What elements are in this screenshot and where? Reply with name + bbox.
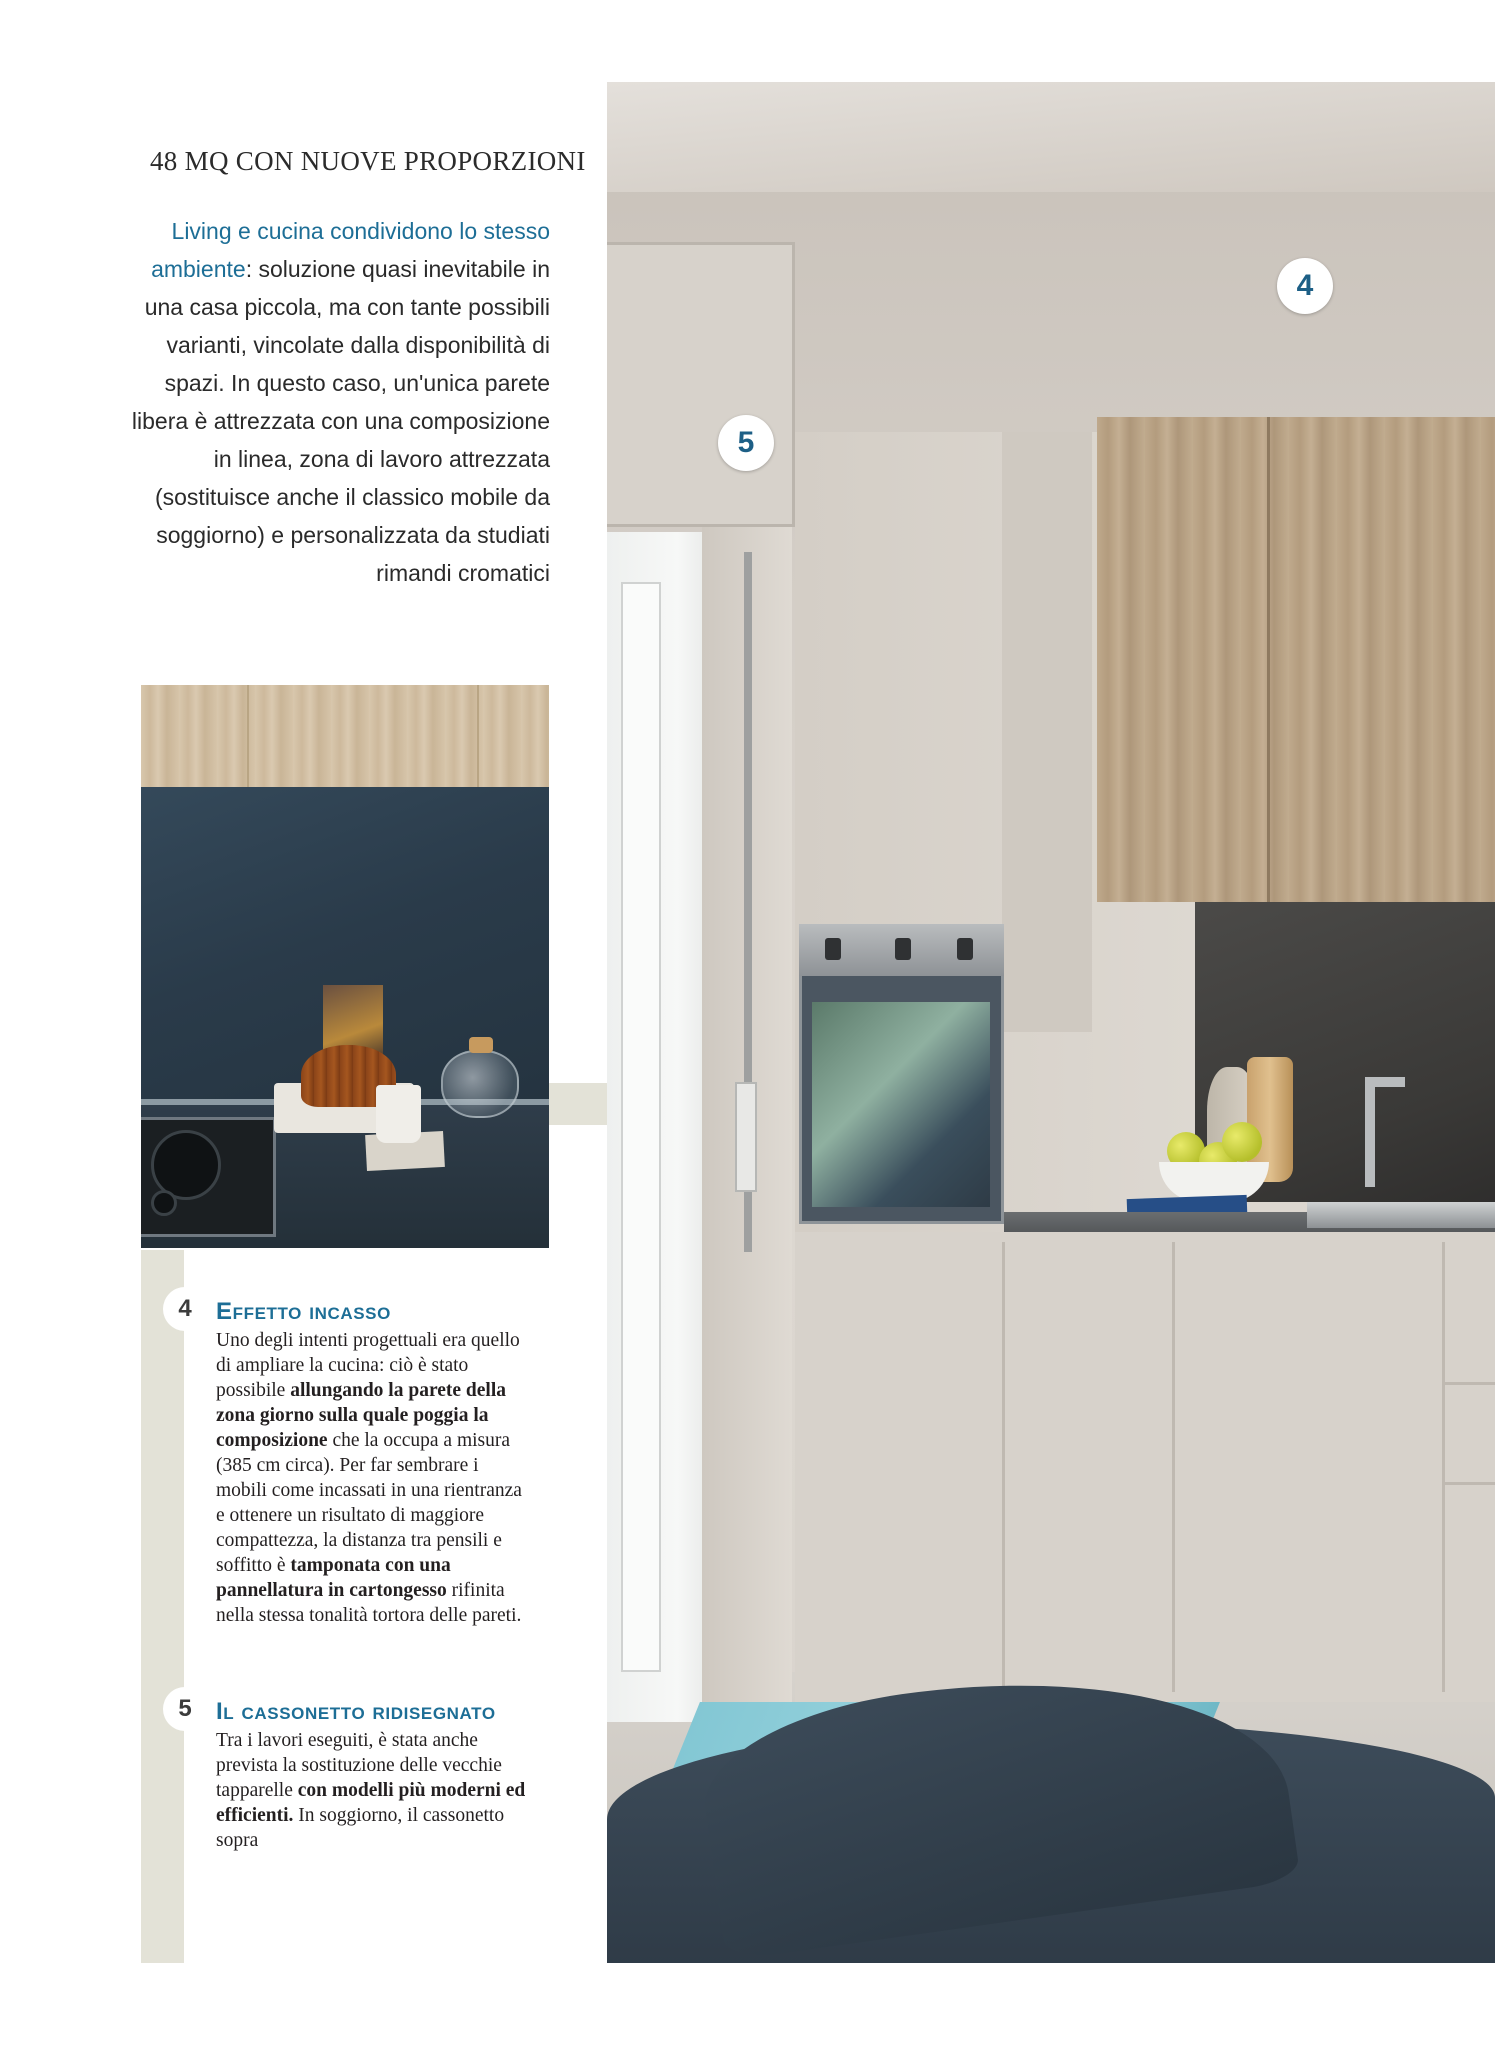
sink bbox=[1307, 1202, 1495, 1228]
tall-cabinet-side bbox=[1002, 432, 1092, 1032]
wood-upper-cabinets bbox=[1097, 417, 1495, 902]
body-bold-text: tamponata con una pannellatura in cartongesso bbox=[216, 1555, 451, 1601]
sidebar-strip bbox=[141, 1250, 184, 1963]
section-title: Effetto incasso bbox=[216, 1298, 391, 1325]
body-text: Uno degli intenti progettuali era quello di ampliare la cucina: ciò è stato possibile bbox=[216, 1330, 520, 1401]
body-text: Tra i lavori eseguiti, è stata anche prevista la sostituzione delle vecchie tapparelle bbox=[216, 1730, 502, 1801]
section-effetto-incasso bbox=[216, 1299, 531, 1628]
shutter-box bbox=[607, 242, 795, 527]
oven-knob bbox=[957, 938, 973, 960]
window-frame bbox=[621, 582, 661, 1672]
teapot-lid bbox=[469, 1037, 493, 1053]
oven-window bbox=[812, 1002, 990, 1207]
kitchen-detail-photo bbox=[141, 685, 549, 1248]
apple bbox=[1222, 1122, 1262, 1162]
body-bold-text: con modelli più moderni ed efficienti. bbox=[216, 1780, 526, 1826]
wood-cabinet-strip bbox=[141, 685, 549, 787]
ceiling bbox=[607, 82, 1495, 192]
intro-body-text: : soluzione quasi inevitabile in una casa piccola, ma con tante possibili varianti, vincolate dalla disponibilità di spazi. In questo caso, un'unica parete libera è attrezzata con una composizione in linea, zona di lavoro attrezzata (sostituisce anche il classico mobile da soggiorno) e personalizzata da studiati rimandi cromatici bbox=[131, 256, 550, 586]
knob bbox=[151, 1190, 177, 1216]
photo-callout-badge: 5 bbox=[718, 415, 774, 471]
photo-callout-badge: 4 bbox=[1277, 258, 1333, 314]
glass-teapot bbox=[441, 1050, 519, 1118]
main-kitchen-photo bbox=[607, 82, 1495, 1963]
faucet bbox=[1365, 1077, 1375, 1187]
drawer-line bbox=[1442, 1382, 1495, 1385]
drawer-line bbox=[1442, 1482, 1495, 1485]
intro-accent-text: Living e cucina condividono lo stesso ambiente bbox=[151, 218, 550, 282]
shutter-control-box bbox=[735, 1082, 757, 1192]
body-bold-text: allungando la parete della zona giorno sulla quale poggia la composizione bbox=[216, 1380, 507, 1451]
section-number-badge: 5 bbox=[163, 1687, 207, 1731]
cabinet-seam bbox=[1267, 417, 1270, 902]
cabinet-door-edge bbox=[1172, 1242, 1175, 1692]
cabinet-seam bbox=[247, 685, 249, 787]
section-title: Il cassonetto ridisegnato bbox=[216, 1698, 496, 1725]
section-cassonetto bbox=[216, 1699, 531, 1853]
body-text: rifinita nella stessa tonalità tortora delle pareti. bbox=[216, 1580, 522, 1626]
intro-paragraph bbox=[120, 212, 550, 592]
body-text: che la occupa a misura (385 cm circa). Per far sembrare i mobili come incassati in una rientranza e ottenere un risultato di maggiore compattezza, la distanza tra pensili e soffitto è bbox=[216, 1430, 522, 1576]
white-mug bbox=[376, 1085, 421, 1143]
section-body bbox=[216, 1328, 531, 1628]
oven-knob bbox=[895, 938, 911, 960]
body-text: In soggiorno, il cassonetto sopra bbox=[216, 1805, 505, 1851]
oven-knob bbox=[825, 938, 841, 960]
cabinet-door-edge bbox=[1442, 1242, 1445, 1692]
cabinet-seam bbox=[477, 685, 479, 787]
strip-notch bbox=[549, 1083, 607, 1125]
section-number-badge: 4 bbox=[163, 1287, 207, 1331]
cabinet-door-edge bbox=[1002, 1242, 1005, 1692]
section-body bbox=[216, 1728, 531, 1853]
faucet-spout bbox=[1365, 1077, 1405, 1087]
page-title: 48 MQ CON NUOVE PROPORZIONI bbox=[150, 146, 586, 176]
lower-cabinets bbox=[795, 1232, 1495, 1702]
